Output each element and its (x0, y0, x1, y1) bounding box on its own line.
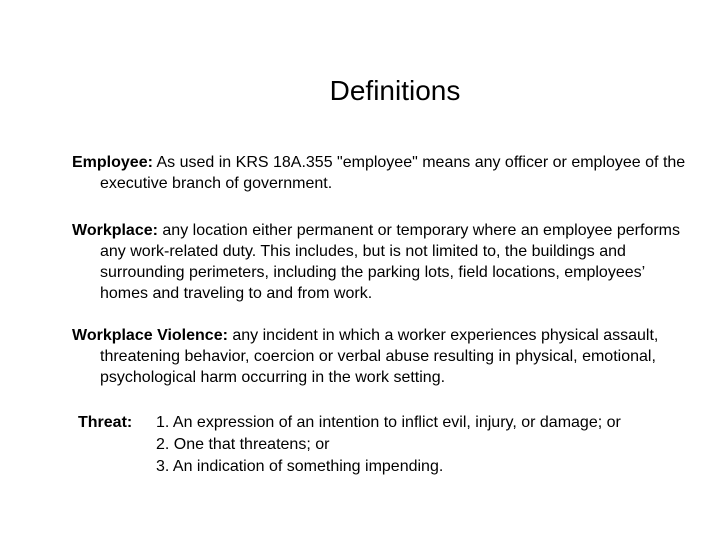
list-item: 2. One that threatens; or (156, 436, 330, 453)
definition-term: Workplace: (72, 222, 158, 239)
definition-term: Threat: (78, 414, 133, 431)
definition-text: any incident in which a worker experiences physical assault, threatening behavior, coercion or verbal abuse resulting in physical, emotional, psychological harm occurring in the work setting. (100, 327, 659, 386)
list-item: 1. An expression of an intention to inflict evil, injury, or damage; or (156, 414, 621, 431)
threat-list (156, 412, 621, 478)
definition-text: As used in KRS 18A.355 "employee" means any officer or employee of the executive branch of government. (100, 154, 686, 192)
definition-term: Workplace Violence: (72, 327, 228, 344)
definition-term: Employee: (72, 154, 153, 171)
definition-text: any location either permanent or temporary where an employee performs any work-related duty. This includes, but is not limited to, the buildings and surrounding perimeters, including the parking lots, field locations, employees’ homes and traveling to and from work. (100, 222, 680, 302)
definition-workplace (72, 220, 692, 304)
list-item: 3. An indication of something impending. (156, 458, 444, 475)
page-title: Definitions (329, 75, 461, 106)
definition-employee (72, 152, 692, 194)
definition-workplace-violence (72, 325, 692, 388)
definition-threat (78, 412, 621, 478)
